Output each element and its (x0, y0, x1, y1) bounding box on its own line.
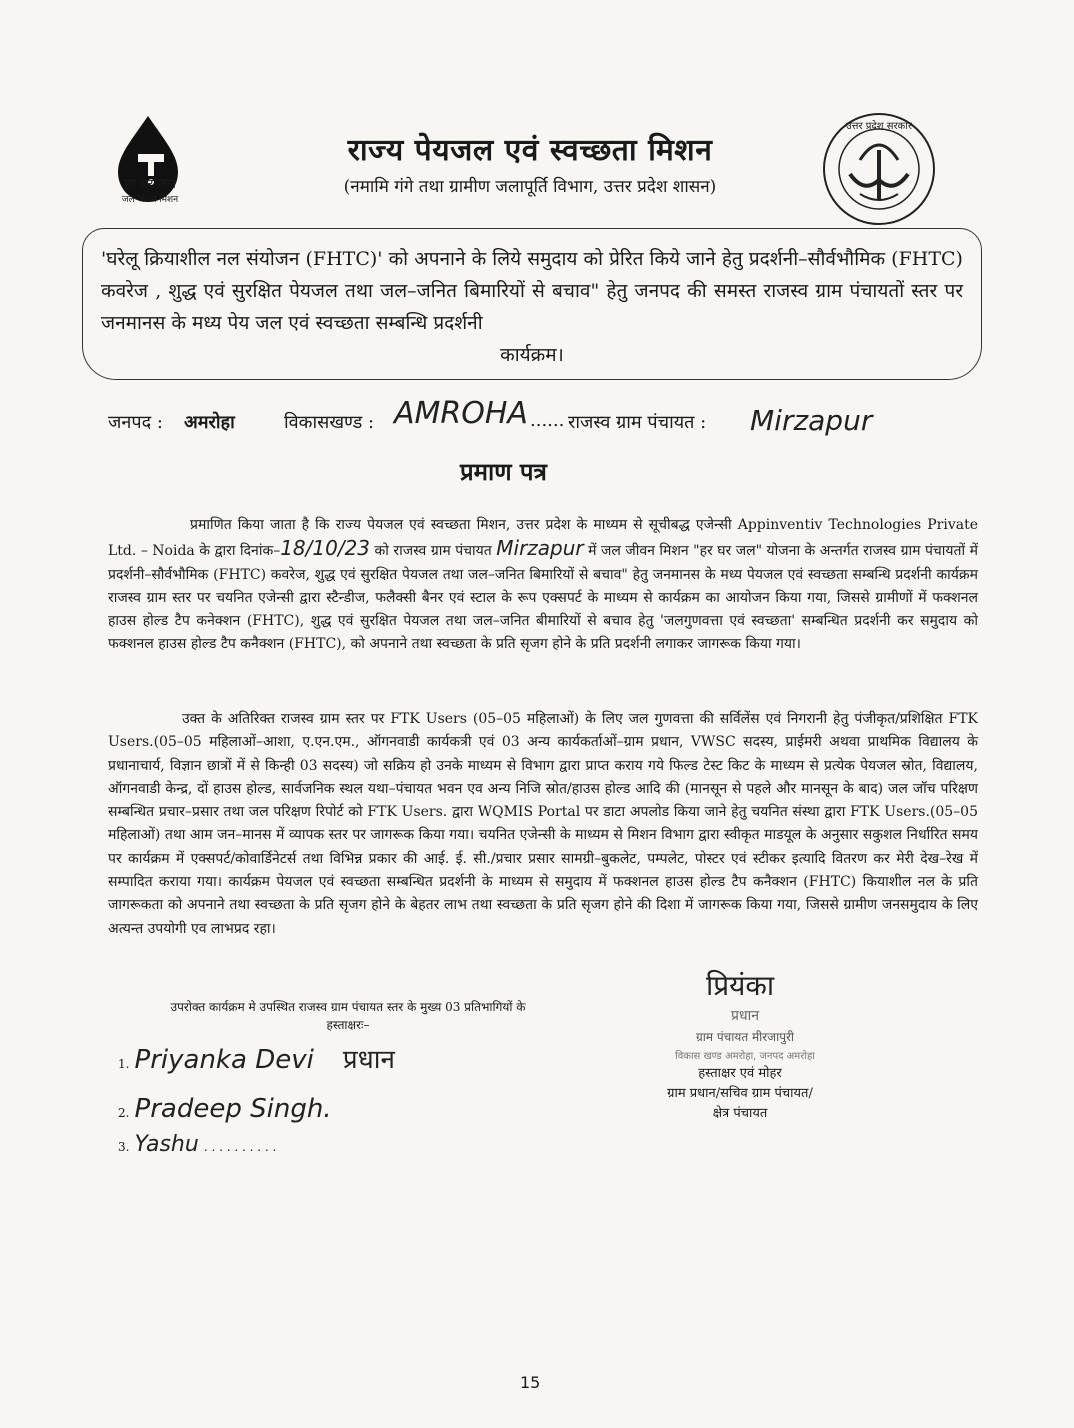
participant-1 (118, 1040, 538, 1076)
panchayat-value: Mirzapur (750, 404, 873, 437)
signature-note-line-2: हस्ताक्षरः– (326, 1018, 370, 1032)
left-logo-subtext: जल जीवन मिशन (121, 195, 179, 205)
stamp-label-3: क्षेत्र पंचायत (712, 1106, 768, 1121)
seal-line-1: प्रधान (731, 1008, 759, 1024)
left-logo-text: हर घर जल (124, 177, 176, 192)
seal-line-2: ग्राम पंचायत मीरजापुरी (695, 1030, 795, 1044)
participant-2 (118, 1094, 538, 1124)
district-label: जनपद : (108, 412, 163, 433)
program-banner (82, 228, 982, 380)
pradhan-signature: प्रियंका (706, 969, 775, 1002)
stamp-label-2: ग्राम प्रधान/सचिव ग्राम पंचायत/ (667, 1086, 813, 1101)
seal-line-3: विकास खण्ड अमरोहा, जनपद अमरोहा (675, 1051, 815, 1062)
certificate-title: प्रमाण पत्र (460, 457, 547, 486)
block-value: AMROHA (394, 396, 528, 431)
har-ghar-jal-logo (100, 108, 210, 218)
para1-panchayat: Mirzapur (496, 536, 584, 561)
participant-role: प्रधान (342, 1045, 395, 1075)
participant-name: Priyanka Devi (134, 1045, 314, 1075)
page-title: राज्य पेयजल एवं स्वच्छता मिशन (347, 133, 713, 168)
signature-note-line-1: उपरोक्त कार्यक्रम मे उपस्थित राजस्व ग्राम पंचायत स्तर के मुख्य 03 प्रतिभागियों के (170, 1000, 526, 1014)
certificate-paragraph-2: उक्त के अतिरिक्त राजस्व ग्राम स्तर पर FTK Users (05–05 महिलाओं) के लिए जल गुणवत्ता की सर्विलेंस एवं निगरानी हेतु पंजीकृत/प्रशिक्षित FTK Users.(05–05 महिलाओं–आशा, ए.एन.एम., ऑगनवाडी कार्यकत्री एवं 03 अन्य कार्यकर्ताओं–ग्राम प्रधान, VWSC सदस्य, प्राईमरी अथवा प्राथमिक विद्यालय के प्रधानाचार्य, विज्ञान छात्रों में से किन्ही 03 सदस्य) जो सक्रिय हो उनके माध्यम से विभाग द्वारा प्राप्त कराय गये फिल्ड टेस्ट किट के माध्यम से प्रत्येक पेयजल स्रोत, विद्यालय, ऑगनवाडी केन्द्र, दों हाउस होल्ड, सार्वजनिक स्थल यथा–पंचायत भवन एव अन्य निजि स्रोत/हाउस होल्ड आदि की (मानसून से पहले और मानसून के बाद) जल जॉच परिक्षण सम्बन्धित प्रचार–प्रसार तथा जल परिक्षण रिपोर्ट को FTK Users. द्वारा WQMIS Portal पर डाटा अपलोड किया जाने हेतु चयनित संस्था द्वारा FTK Users.(05–05 महिलाओं) तथा आम जन–मानस में व्यापक स्तर पर जागरूक किया गया। चयनित एजेन्सी के माध्यम से मिशन विभाग द्वारा स्वीकृत माडयूल के अनुसार सकुशल निर्धारित समय पर कार्यक्रम में एक्सपर्ट/कोवार्डिनेटर्स तथा विभिन्न प्रकार की आई. ई. सी./प्रचार प्रसार सामग्री–बुकलेट, पम्पलेट, पोस्टर एवं स्टीकर इत्यादि वितरण कर मेरी देख–रेख में सम्पादित कराया गया। कार्यक्रम पेयजल एवं स्वच्छता सम्बन्धित प्रदर्शनी के माध्यम से समुदाय में फक्शनल हाउस होल्ड टैप कनैक्शन (FHTC) कियाशील नल के प्रति जागरूकता को अपनाने तथा स्वच्छता के प्रति सृजग होने के बेहतर लाभ तथा स्वच्छता के प्रति सृजग होने की दिशा में जागरूक किया गया, जिससे ग्रामीण जनसमुदाय के लिए अत्यन्त उपयोगी एव लाभप्रद रहा। (108, 711, 978, 937)
page-number: 15 (520, 1373, 541, 1392)
participant-name: Pradeep Singh. (134, 1094, 332, 1124)
banner-line-3: जनपद की समस्त राजस्व ग्राम पंचायतों स्तर पर जनमानस के मध्य पेय जल एवं स्वच्छता सम्बन्धि प्रदर्शनी (101, 280, 964, 334)
stamp-label-1: हस्ताक्षर एवं मोहर (698, 1066, 782, 1081)
para1-part-b: को राजस्व ग्राम पंचायत (370, 543, 497, 560)
event-date: 18/10/23 (280, 536, 371, 561)
district-value: अमरोहा (184, 412, 235, 433)
participant-name: Yashu (134, 1132, 199, 1157)
emblem-text: उत्तर प्रदेश सरकार (846, 121, 912, 132)
participant-number: 1. (118, 1057, 130, 1071)
block-dots: ...... (530, 410, 565, 431)
block-label: विकासखण्ड : (284, 412, 375, 433)
certificate-paragraph-1 (108, 514, 978, 657)
panchayat-label: राजस्व ग्राम पंचायत : (568, 412, 707, 433)
up-government-emblem (820, 110, 938, 228)
signature-note (108, 998, 588, 1034)
participant-number: 2. (118, 1106, 130, 1120)
para1-part-a: प्रमाणित किया जाता है कि राज्य पेयजल एवं स्वच्छता मिशन, उत्तर प्रदेश के माध्यम से सूचीबद्ध एजेन्सी Appinventiv Technologies Private Ltd. – Noida के द्वारा दिनांक– (108, 517, 978, 560)
para1-part-c: में जल जीवन मिशन "हर घर जल" योजना के अन्तर्गत राजस्व ग्राम पंचायतों में प्रदर्शनी–सौर्वभौमिक (FHTC) कवरेज, शुद्ध एवं सुरक्षित पेयजल तथा जल–जनित बिमारियों से बचाव" हेतु जनमानस के मध्य पेयजल एवं स्वच्छता सम्बन्धि प्रदर्शनी कार्यक्रम राजस्व ग्राम स्तर पर चयनित एजेन्सी द्वारा स्टैन्डीज, फलैक्सी बैनर एवं स्टाल के रूप एक्सपर्ट के माध्यम से कार्यक्रम का आयोजन किया गया, जिससे ग्रामीणों में फक्शनल हाउस होल्ड टैप कनेक्शन (FHTC), शुद्ध एवं सुरक्षित पेयजल तथा जल–जनित बीमारियों से बचाव हेतु 'जलगुणवत्ता एवं स्वच्छता' सम्बन्धित प्रदर्शनी कर समुदाय को फक्शनल हाउस होल्ड टैप कनैक्शन (FHTC), को अपनाने तथा स्वच्छता के प्रति सृजग होने के प्रति प्रदर्शनी लगाकर जागरूक किया गया। (108, 543, 979, 653)
banner-line-2: प्रदर्शनी–सौर्वभौमिक (FHTC) कवरेज , शुद्ध एवं सुरक्षित पेयजल तथा जल–जनित बिमारियों से बचाव" हेतु (101, 248, 963, 302)
banner-line-4: कार्यक्रम। (500, 344, 564, 366)
banner-line-1: 'घरेलू क्रियाशील नल संयोजन (FHTC)' को अपनाने के लिये समुदाय को प्रेरित किये जाने हेतु (101, 248, 743, 270)
page-subtitle: (नमामि गंगे तथा ग्रामीण जलापूर्ति विभाग, उत्तर प्रदेश शासन) (343, 177, 717, 197)
participant-number: 3. (118, 1140, 130, 1154)
participant-3: 3. Yashu . . . . . . . . . . (118, 1132, 277, 1157)
